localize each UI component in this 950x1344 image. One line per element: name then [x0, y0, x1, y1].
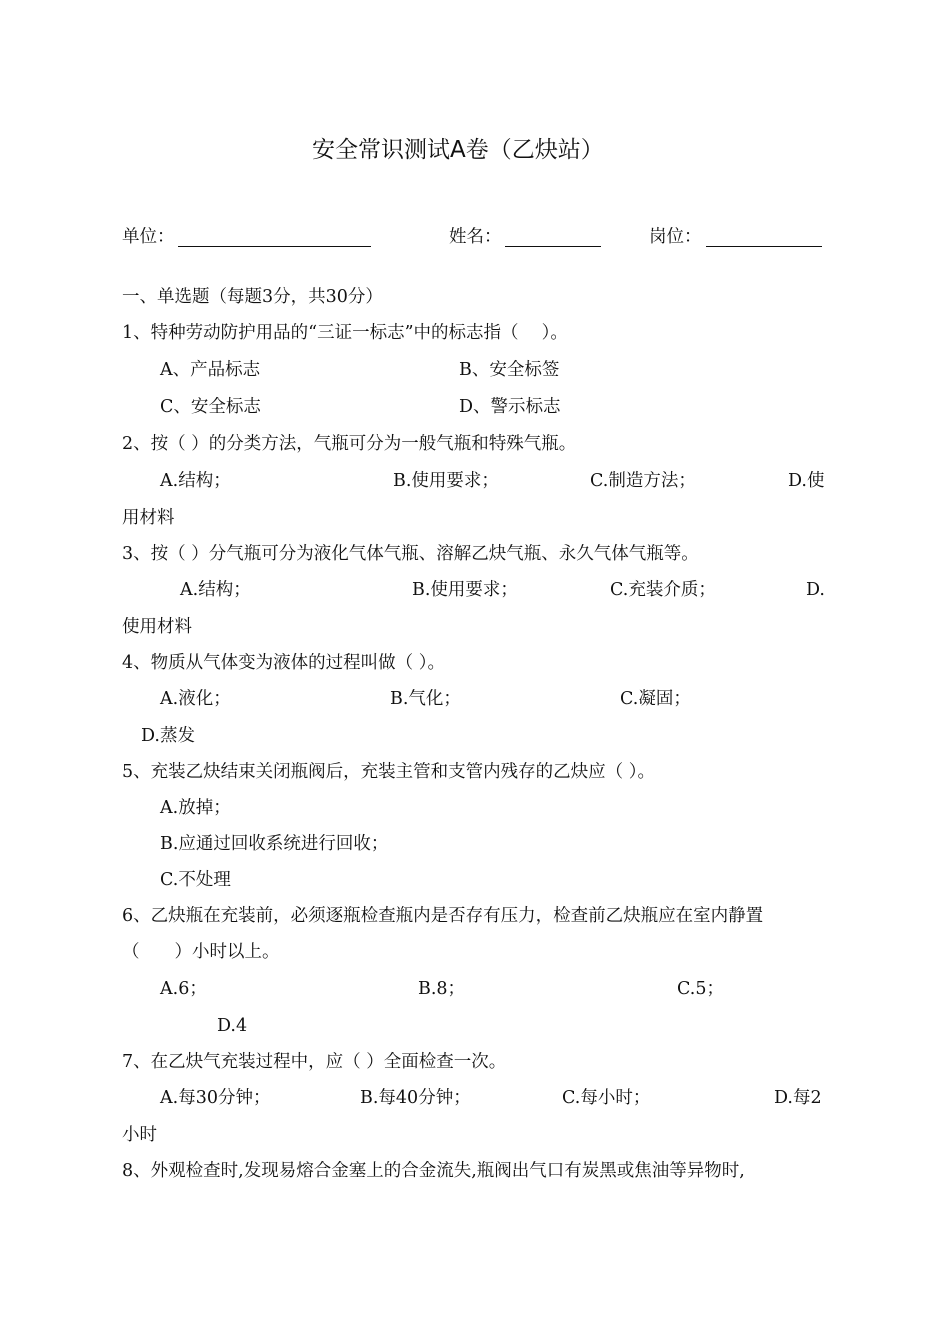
- q2-option-d[interactable]: D.使: [788, 471, 825, 491]
- q3-option-a[interactable]: A.结构；: [180, 580, 251, 600]
- page-title: 安全常识测试A卷（乙炔站）: [312, 137, 604, 163]
- q7-option-d-continued: 小时: [122, 1125, 157, 1145]
- q2-option-c[interactable]: C.制造方法；: [590, 471, 696, 491]
- section-heading: 一、单选题（每题3分，共30分）: [122, 287, 383, 307]
- unit-label: 单位：: [122, 227, 175, 247]
- q1-option-c[interactable]: C、安全标志: [160, 397, 261, 417]
- q6-option-d[interactable]: D.4: [217, 1016, 248, 1036]
- question-6-stem-continued: （ ）小时以上。: [122, 942, 280, 962]
- q2-option-b[interactable]: B.使用要求；: [393, 471, 499, 491]
- q1-option-d[interactable]: D、警示标志: [459, 397, 561, 417]
- post-blank[interactable]: [706, 246, 822, 247]
- q1-option-b[interactable]: B、安全标签: [459, 360, 560, 380]
- question-5-stem: 5、充装乙炔结束关闭瓶阀后，充装主管和支管内残存的乙炔应（ ）。: [122, 762, 655, 782]
- q3-option-b[interactable]: B.使用要求；: [412, 580, 518, 600]
- q7-option-c[interactable]: C.每小时；: [562, 1088, 651, 1108]
- name-label: 姓名：: [449, 227, 502, 247]
- question-8-stem: 8、外观检查时,发现易熔合金塞上的合金流失,瓶阀出气口有炭黑或焦油等异物时,: [122, 1161, 745, 1181]
- q1-option-a[interactable]: A、产品标志: [160, 360, 261, 380]
- q3-option-c[interactable]: C.充装介质；: [610, 580, 716, 600]
- q5-option-b[interactable]: B.应通过回收系统进行回收；: [160, 834, 389, 854]
- q6-option-a[interactable]: A.6；: [160, 979, 207, 999]
- q2-option-d-continued: 用材料: [122, 508, 175, 528]
- post-label: 岗位：: [649, 227, 702, 247]
- q7-option-b[interactable]: B.每40分钟；: [360, 1088, 471, 1108]
- question-3-stem: 3、按（ ）分气瓶可分为液化气体气瓶、溶解乙炔气瓶、永久气体气瓶等。: [122, 544, 699, 564]
- question-1-stem: 1、特种劳动防护用品的“三证一标志”中的标志指（ ）。: [122, 323, 568, 343]
- q5-option-a[interactable]: A.放掉；: [160, 798, 231, 818]
- q4-option-b[interactable]: B.气化；: [390, 689, 461, 709]
- q6-option-b[interactable]: B.8；: [418, 979, 466, 999]
- q4-option-a[interactable]: A.液化；: [160, 689, 231, 709]
- q4-option-c[interactable]: C.凝固；: [620, 689, 691, 709]
- q7-option-d[interactable]: D.每2: [774, 1088, 822, 1108]
- q3-option-d-continued: 使用材料: [122, 617, 192, 637]
- q7-option-a[interactable]: A.每30分钟；: [160, 1088, 271, 1108]
- question-2-stem: 2、按（ ）的分类方法，气瓶可分为一般气瓶和特殊气瓶。: [122, 434, 577, 454]
- q2-option-a[interactable]: A.结构；: [160, 471, 231, 491]
- unit-blank[interactable]: [178, 246, 371, 247]
- q3-option-d[interactable]: D.: [806, 580, 825, 600]
- q5-option-c[interactable]: C.不处理: [160, 870, 231, 890]
- question-4-stem: 4、物质从气体变为液体的过程叫做（ ）。: [122, 653, 445, 673]
- q4-option-d[interactable]: D.蒸发: [141, 726, 195, 746]
- name-blank[interactable]: [505, 246, 601, 247]
- question-7-stem: 7、在乙炔气充装过程中，应（ ）全面检查一次。: [122, 1052, 507, 1072]
- q6-option-c[interactable]: C.5；: [677, 979, 724, 999]
- question-6-stem: 6、乙炔瓶在充装前，必须逐瓶检查瓶内是否存有压力，检查前乙炔瓶应在室内静置: [122, 906, 764, 926]
